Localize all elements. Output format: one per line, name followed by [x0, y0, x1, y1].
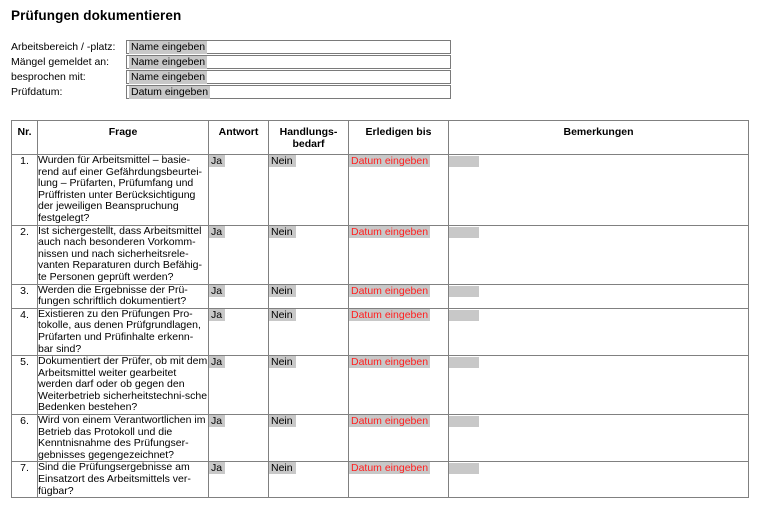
meta-input-3[interactable] — [126, 85, 451, 99]
cell-frage: Existieren zu den Prüfungen Pro-tokolle, aus denen Prüfgrundlagen, Prüfarten und Prüfinhalte erkenn-bar sind? — [38, 308, 209, 355]
remarks-input[interactable] — [449, 156, 479, 167]
cell-antwort[interactable] — [209, 284, 269, 308]
table-body — [12, 155, 749, 498]
answer-no-option[interactable]: Nein — [269, 415, 296, 427]
cell-frage: Dokumentiert der Prüfer, ob mit dem Arbeitsmittel weiter gearbeitet werden darf oder ob gegen den Weiterbetrieb sicherheitstechni-sche Bedenken bestehen? — [38, 355, 208, 414]
cell-antwort[interactable] — [209, 356, 269, 415]
column-header-bemerkungen: Bemerkungen — [449, 121, 749, 155]
cell-antwort[interactable] — [209, 415, 269, 462]
due-date-input[interactable]: Datum eingeben — [351, 308, 429, 321]
table-row — [12, 155, 749, 226]
meta-label: Arbeitsbereich / -platz: — [11, 41, 116, 53]
due-date-input[interactable]: Datum eingeben — [351, 284, 429, 297]
remarks-input[interactable] — [449, 310, 479, 321]
cell-erledigen-bis[interactable] — [349, 462, 449, 498]
cell-frage: Wurden für Arbeitsmittel – basie-rend auf einer Gefährdungsbeurtei-lung – Prüfarten, Prüfumfang und Prüffristen unter Berücksichtigung der jeweiligen Beanspruchung festgelegt? — [38, 155, 209, 226]
answer-yes-option[interactable]: Ja — [209, 309, 225, 321]
due-date-input[interactable]: Datum eingeben — [351, 415, 429, 428]
meta-input-placeholder: Name eingeben — [131, 41, 206, 53]
column-header-frage: Frage — [38, 121, 209, 155]
cell-frage: Ist sichergestellt, dass Arbeitsmittel auch nach besonderen Vorkomm-nissen und nach sicherheitsrele-vanten Reparaturen durch Befähig-te Personen geprüft werden? — [38, 225, 209, 284]
cell-nr: 5. — [12, 356, 38, 415]
cell-erledigen-bis[interactable] — [349, 308, 449, 355]
cell-handlungsbedarf[interactable] — [269, 284, 349, 308]
meta-label: Prüfdatum: — [11, 86, 63, 98]
meta-input-1[interactable] — [126, 55, 451, 69]
remarks-input[interactable] — [449, 357, 479, 368]
cell-bemerkungen[interactable] — [449, 225, 749, 284]
checklist-table — [11, 120, 749, 498]
remarks-input[interactable] — [449, 286, 479, 297]
cell-bemerkungen[interactable] — [449, 462, 749, 498]
column-header-handlungsbedarf-line2: bedarf — [292, 138, 325, 150]
remarks-input[interactable] — [449, 227, 479, 238]
answer-yes-option[interactable]: Ja — [209, 462, 225, 474]
table-row — [12, 356, 749, 415]
answer-no-option[interactable]: Nein — [269, 356, 296, 368]
cell-erledigen-bis[interactable] — [349, 356, 449, 415]
table-row — [12, 284, 749, 308]
cell-bemerkungen[interactable] — [449, 415, 749, 462]
table-row — [12, 308, 749, 355]
meta-label: Mängel gemeldet an: — [11, 56, 110, 68]
cell-antwort[interactable] — [209, 225, 269, 284]
answer-yes-option[interactable]: Ja — [209, 285, 225, 297]
column-header-erledigen-bis: Erledigen bis — [349, 121, 449, 155]
meta-row — [11, 70, 451, 85]
remarks-input[interactable] — [449, 463, 479, 474]
cell-antwort[interactable] — [209, 308, 269, 355]
answer-no-option[interactable]: Nein — [269, 462, 296, 474]
column-header-handlungsbedarf-line1: Handlungs- — [279, 126, 338, 138]
cell-erledigen-bis[interactable] — [349, 284, 449, 308]
answer-no-option[interactable]: Nein — [269, 285, 296, 297]
cell-handlungsbedarf[interactable] — [269, 462, 349, 498]
answer-no-option[interactable]: Nein — [269, 226, 296, 238]
cell-frage: Wird von einem Verantwortlichen im Betrieb das Protokoll und die Kenntnisnahme des Prüfungser-gebnisses gegengezeichnet? — [38, 415, 209, 462]
page-title: Prüfungen dokumentieren — [11, 8, 182, 23]
meta-label: besprochen mit: — [11, 71, 86, 83]
table-row — [12, 462, 749, 498]
answer-yes-option[interactable]: Ja — [209, 415, 225, 427]
answer-no-option[interactable]: Nein — [269, 155, 296, 167]
due-date-input[interactable]: Datum eingeben — [351, 225, 429, 238]
answer-yes-option[interactable]: Ja — [209, 155, 225, 167]
cell-nr: 3. — [12, 284, 38, 308]
answer-no-option[interactable]: Nein — [269, 309, 296, 321]
cell-nr: 2. — [12, 225, 38, 284]
cell-bemerkungen[interactable] — [449, 155, 749, 226]
cell-erledigen-bis[interactable] — [349, 415, 449, 462]
answer-yes-option[interactable]: Ja — [209, 226, 225, 238]
cell-handlungsbedarf[interactable] — [269, 155, 349, 226]
cell-handlungsbedarf[interactable] — [269, 308, 349, 355]
due-date-input[interactable]: Datum eingeben — [351, 462, 429, 475]
cell-handlungsbedarf[interactable] — [269, 225, 349, 284]
meta-input-placeholder: Datum eingeben — [131, 86, 209, 98]
cell-frage: Werden die Ergebnisse der Prü-fungen schriftlich dokumentiert? — [38, 284, 209, 308]
cell-frage: Sind die Prüfungsergebnisse am Einsatzort des Arbeitsmittels ver-fügbar? — [38, 462, 209, 498]
cell-bemerkungen[interactable] — [449, 284, 749, 308]
column-header-nr: Nr. — [12, 121, 38, 155]
meta-form — [11, 40, 451, 100]
cell-antwort[interactable] — [209, 155, 269, 226]
cell-handlungsbedarf[interactable] — [269, 415, 349, 462]
due-date-input[interactable]: Datum eingeben — [351, 155, 429, 167]
cell-erledigen-bis[interactable] — [349, 225, 449, 284]
meta-row — [11, 55, 451, 70]
cell-nr: 1. — [12, 155, 38, 226]
table-header-row — [12, 121, 749, 155]
meta-input-0[interactable] — [126, 40, 451, 54]
cell-antwort[interactable] — [209, 462, 269, 498]
column-header-handlungsbedarf — [269, 121, 349, 155]
meta-input-placeholder: Name eingeben — [131, 71, 206, 83]
answer-yes-option[interactable]: Ja — [209, 356, 225, 368]
cell-handlungsbedarf[interactable] — [269, 356, 349, 415]
cell-erledigen-bis[interactable] — [349, 155, 449, 226]
due-date-input[interactable]: Datum eingeben — [351, 356, 429, 369]
cell-nr: 4. — [12, 308, 38, 355]
cell-bemerkungen[interactable] — [449, 356, 749, 415]
meta-row — [11, 85, 451, 100]
table-header — [12, 121, 749, 155]
table-row — [12, 225, 749, 284]
column-header-antwort: Antwort — [209, 121, 269, 155]
meta-row — [11, 40, 451, 55]
meta-input-2[interactable] — [126, 70, 451, 84]
cell-nr: 6. — [12, 415, 38, 462]
cell-bemerkungen[interactable] — [449, 308, 749, 355]
remarks-input[interactable] — [449, 416, 479, 427]
cell-nr: 7. — [12, 462, 38, 498]
meta-input-placeholder: Name eingeben — [131, 56, 206, 68]
table-row — [12, 415, 749, 462]
